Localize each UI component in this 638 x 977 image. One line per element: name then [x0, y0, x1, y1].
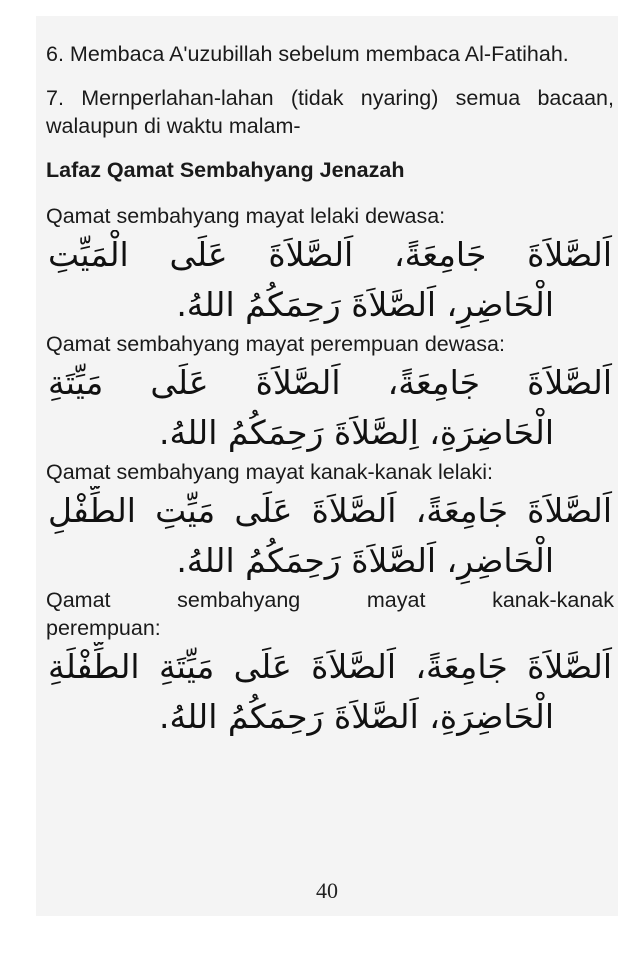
qamat-section-boy — [46, 458, 614, 586]
list-item-7: 7. Mernperlahan-lahan (tidak nyaring) semua bacaan, walaupun di waktu malam- — [46, 86, 614, 138]
qamat-section-adult-female — [46, 330, 614, 458]
qamat-section-girl — [46, 586, 614, 742]
arabic-line: اَلصَّلاَةَ جَامِعَةً، اَلصَّلاَةَ عَلَى مَيِّتَةِ — [48, 363, 612, 402]
qamat-label-continued: perempuan: — [46, 616, 161, 640]
qamat-label: Qamat sembahyang mayat kanak-kanak — [46, 588, 614, 612]
arabic-line: الْحَاضِرِ، اَلصَّلاَةَ رَحِمَكُمُ اللهُ. — [176, 285, 554, 324]
qamat-label: Qamat sembahyang mayat perempuan dewasa: — [46, 332, 505, 356]
page-content — [46, 40, 614, 742]
page-number: 40 — [316, 878, 338, 903]
qamat-section-adult-male — [46, 202, 614, 330]
arabic-line: اَلصَّلاَةَ جَامِعَةً، اَلصَّلاَةَ عَلَى مَيِّتِ الطِّفْلِ — [48, 491, 612, 530]
section-heading: Lafaz Qamat Sembahyang Jenazah — [46, 158, 405, 182]
arabic-line: الْحَاضِرِ، اَلصَّلاَةَ رَحِمَكُمُ اللهُ. — [176, 541, 554, 580]
arabic-line: اَلصَّلاَةَ جَامِعَةً، اَلصَّلاَةَ عَلَى مَيِّتَةِ الطِّفْلَةِ — [48, 647, 612, 686]
arabic-line: اَلصَّلاَةَ جَامِعَةً، اَلصَّلاَةَ عَلَى الْمَيِّتِ — [48, 235, 612, 274]
arabic-line: الْحَاضِرَةِ، اِلصَّلاَةَ رَحِمَكُمُ اللهُ. — [159, 413, 554, 452]
qamat-label: Qamat sembahyang mayat kanak-kanak lelaki: — [46, 460, 493, 484]
list-item-6: 6. Membaca A'uzubillah sebelum membaca Al-Fatihah. — [46, 42, 569, 66]
qamat-label: Qamat sembahyang mayat lelaki dewasa: — [46, 204, 446, 228]
document-page — [36, 16, 618, 916]
arabic-line: الْحَاضِرَةِ، اَلصَّلاَةَ رَحِمَكُمُ اللهُ. — [159, 697, 554, 736]
